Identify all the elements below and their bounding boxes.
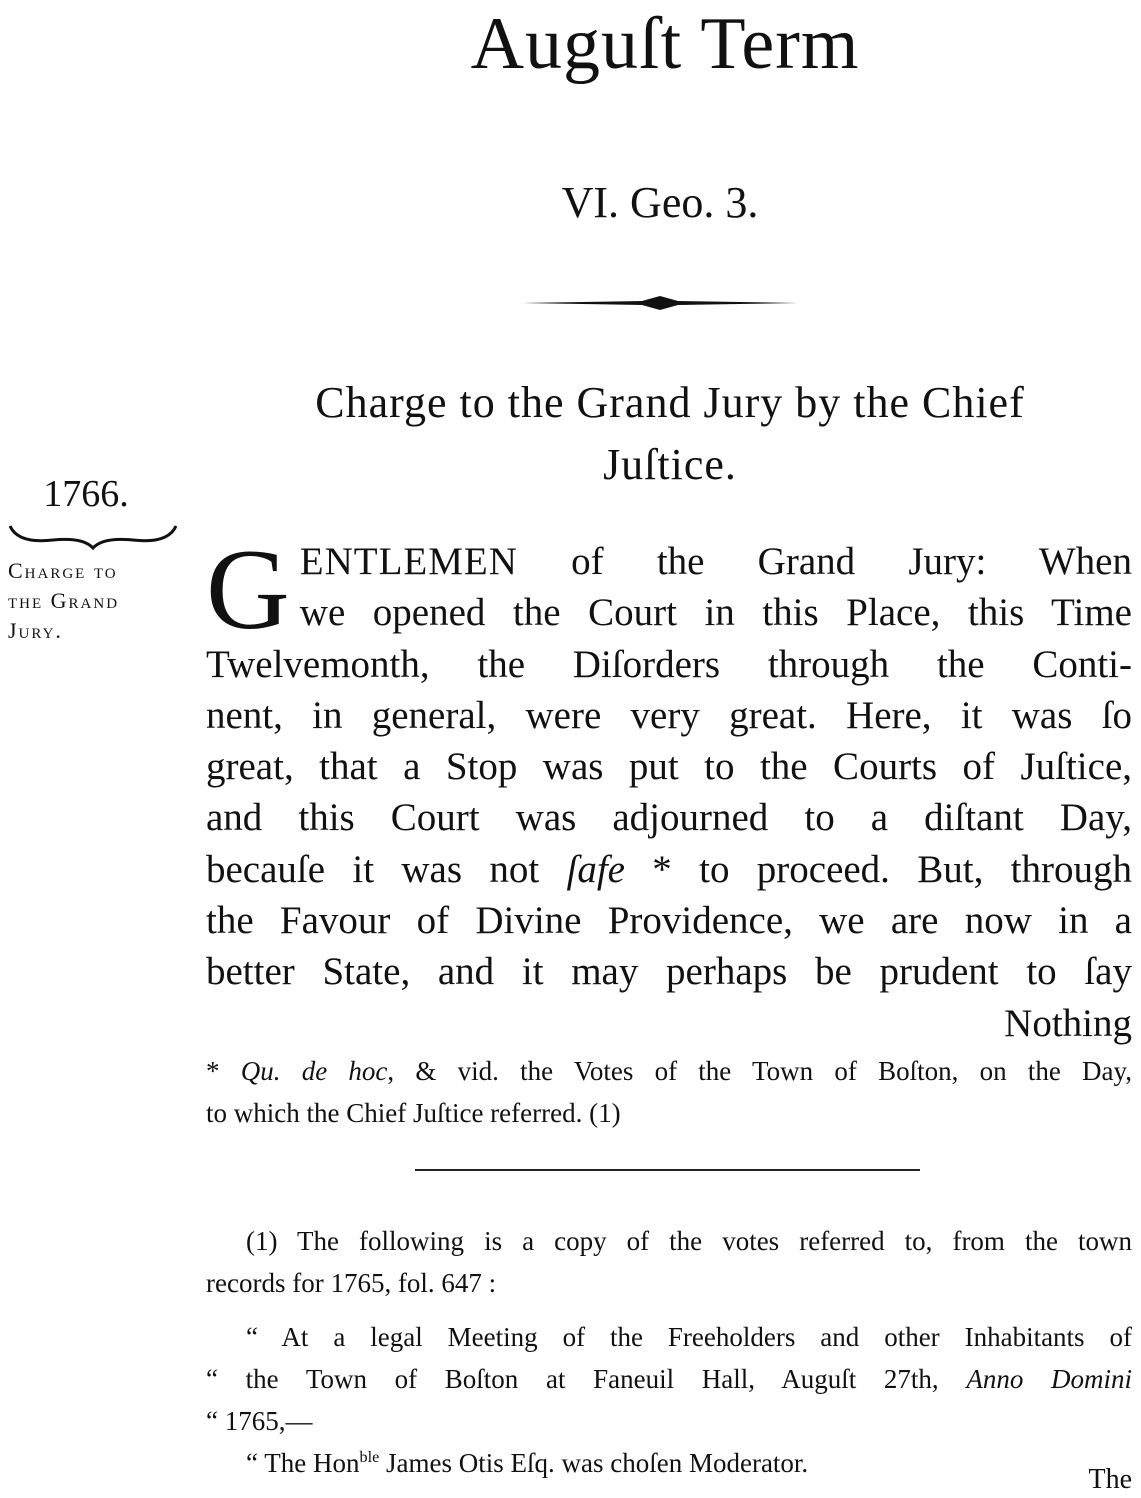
body-line xyxy=(206,844,1132,895)
quote-line-4-sup: ble xyxy=(359,1448,380,1466)
body-line-7-italic: ſafe xyxy=(566,847,625,891)
editor-note-line-1: (1) The following is a copy of the votes referred to, from the town xyxy=(246,1226,1132,1256)
footnote xyxy=(206,1050,1132,1134)
quote-line-1: “ At a legal Meeting of the Freeholders and other Inhabitants of xyxy=(246,1322,1132,1352)
section-title xyxy=(210,372,1130,496)
body-line: Twelvemonth, the Diſorders through the Conti- xyxy=(206,642,1132,686)
body-line-7-a: becauſe it was not xyxy=(206,847,567,891)
body-line: we opened the Court in this Place, this Time xyxy=(299,591,1132,635)
sidenote-line-2: the Grand xyxy=(8,588,120,613)
quote-block xyxy=(206,1316,1132,1484)
body-paragraph xyxy=(206,526,1132,1049)
margin-sidenote xyxy=(8,556,178,646)
quote-line-4-b: James Otis Eſq. was choſen Moderator. xyxy=(379,1448,809,1478)
body-line xyxy=(206,536,1132,587)
editor-note-line-2: records for 1765, fol. 647 : xyxy=(206,1268,497,1298)
body-line: great, that a Stop was put to the Courts of Juſtice, xyxy=(206,745,1132,789)
body-line: the Favour of Divine Providence, we are now in a xyxy=(206,899,1132,943)
ornamental-rule-icon xyxy=(522,292,798,314)
quote-line-2-a: “ the Town of Boſton at Faneuil Hall, Auguſt 27th, xyxy=(206,1364,967,1394)
sidenote-line-3: Jury. xyxy=(8,618,63,643)
quote-line-2 xyxy=(206,1358,1132,1400)
body-line: nent, in general, were very great. Here, it was ſo xyxy=(206,693,1132,737)
footnote-line-1-rest: , & vid. the Votes of the Town of Boſton, on the Day, xyxy=(387,1056,1133,1086)
margin-year: 1766. xyxy=(43,473,129,515)
quote-line-2-italic: Anno Domini xyxy=(966,1364,1132,1394)
footnote-line-1 xyxy=(206,1050,1132,1092)
body-line: better State, and it may perhaps be prudent to ſay xyxy=(206,950,1132,994)
body-line: and this Court was adjourned to a diſtant Day, xyxy=(206,796,1132,840)
sidenote-line-1: Charge to xyxy=(8,558,118,583)
body-line-1-caps: ENTLEMEN xyxy=(299,540,518,583)
drop-cap: G xyxy=(206,526,290,654)
editor-note xyxy=(206,1220,1132,1484)
brace-icon xyxy=(8,522,178,552)
footnote-marker: * xyxy=(206,1056,241,1086)
footnote-line-2: to which the Chief Juſtice referred. (1) xyxy=(206,1098,621,1128)
section-title-line-2: Juſtice. xyxy=(603,440,737,489)
quote-line-3: “ 1765,— xyxy=(206,1406,313,1436)
quote-line-4 xyxy=(206,1442,1132,1484)
bottom-catchword: The xyxy=(1088,1464,1132,1495)
body-line-7-b: * to proceed. But, through xyxy=(624,847,1132,891)
section-title-line-1: Charge to the Grand Jury by the Chief xyxy=(315,378,1025,427)
footnote-italic: Qu. de hoc xyxy=(240,1056,388,1086)
running-head: Auguſt Term xyxy=(470,3,860,85)
reign-year: VI. Geo. 3. xyxy=(561,178,759,227)
body-line-1-rest: of the Grand Jury: When xyxy=(517,540,1132,583)
catchword: Nothing xyxy=(1004,1001,1132,1045)
divider-rule xyxy=(415,1169,920,1171)
quote-line-4-a: “ The Hon xyxy=(246,1448,360,1478)
